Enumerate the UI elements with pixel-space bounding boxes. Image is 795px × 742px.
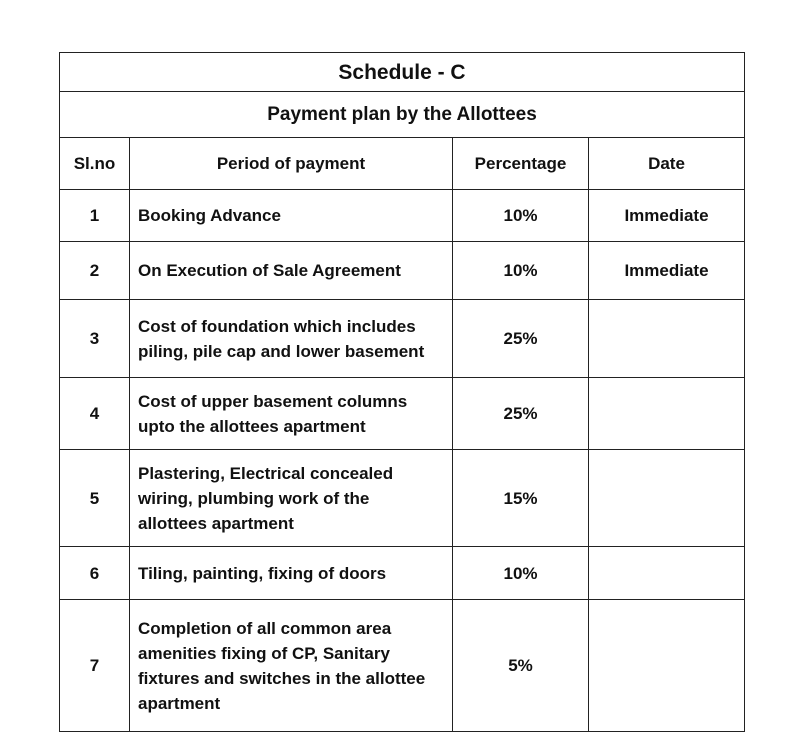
table-row [60, 547, 745, 600]
sl-no-cell: 3 [60, 300, 130, 378]
header-row [60, 138, 745, 190]
period-cell [130, 242, 453, 300]
header-sl-no: Sl.no [60, 138, 130, 190]
sl-no-cell: 2 [60, 242, 130, 300]
header-period: Period of payment [130, 138, 453, 190]
payment-schedule-table [59, 52, 745, 732]
table-row [60, 190, 745, 242]
table-row [60, 450, 745, 547]
period-line: allottees apartment [138, 513, 294, 533]
title-row [60, 53, 745, 92]
percentage-cell: 5% [453, 600, 589, 732]
date-cell [589, 450, 745, 547]
date-cell: Immediate [589, 190, 745, 242]
period-line: Tiling, painting, fixing of doors [138, 563, 387, 583]
percentage-cell: 25% [453, 378, 589, 450]
percentage-cell: 25% [453, 300, 589, 378]
period-line: apartment [138, 693, 221, 713]
period-line: wiring, plumbing work of the [138, 488, 370, 508]
period-cell [130, 190, 453, 242]
period-cell [130, 378, 453, 450]
percentage-cell: 10% [453, 242, 589, 300]
period-line: Plastering, Electrical concealed [138, 463, 394, 483]
schedule-title: Schedule - C [60, 53, 745, 92]
period-cell [130, 450, 453, 547]
period-line: amenities fixing of CP, Sanitary [138, 643, 390, 663]
date-cell [589, 378, 745, 450]
table-row [60, 600, 745, 732]
period-line: fixtures and switches in the allottee [138, 668, 426, 688]
period-line: Cost of upper basement columns [138, 391, 408, 411]
period-line: piling, pile cap and lower basement [138, 341, 425, 361]
sl-no-cell: 1 [60, 190, 130, 242]
period-line: upto the allottees apartment [138, 416, 366, 436]
sl-no-cell: 4 [60, 378, 130, 450]
period-cell [130, 600, 453, 732]
sl-no-cell: 5 [60, 450, 130, 547]
period-line: On Execution of Sale Agreement [138, 261, 401, 280]
period-line: Cost of foundation which includes [138, 316, 416, 336]
date-cell [589, 300, 745, 378]
percentage-cell: 10% [453, 547, 589, 600]
table-row [60, 242, 745, 300]
percentage-cell: 10% [453, 190, 589, 242]
header-date: Date [589, 138, 745, 190]
sl-no-cell: 6 [60, 547, 130, 600]
table-row [60, 300, 745, 378]
period-line: Booking Advance [138, 206, 281, 225]
period-cell [130, 300, 453, 378]
sl-no-cell: 7 [60, 600, 130, 732]
subtitle-row [60, 92, 745, 138]
period-line: Completion of all common area [138, 618, 392, 638]
percentage-cell: 15% [453, 450, 589, 547]
date-cell: Immediate [589, 242, 745, 300]
date-cell [589, 600, 745, 732]
header-percentage: Percentage [453, 138, 589, 190]
schedule-subtitle: Payment plan by the Allottees [60, 92, 745, 138]
period-cell [130, 547, 453, 600]
date-cell [589, 547, 745, 600]
table-row [60, 378, 745, 450]
